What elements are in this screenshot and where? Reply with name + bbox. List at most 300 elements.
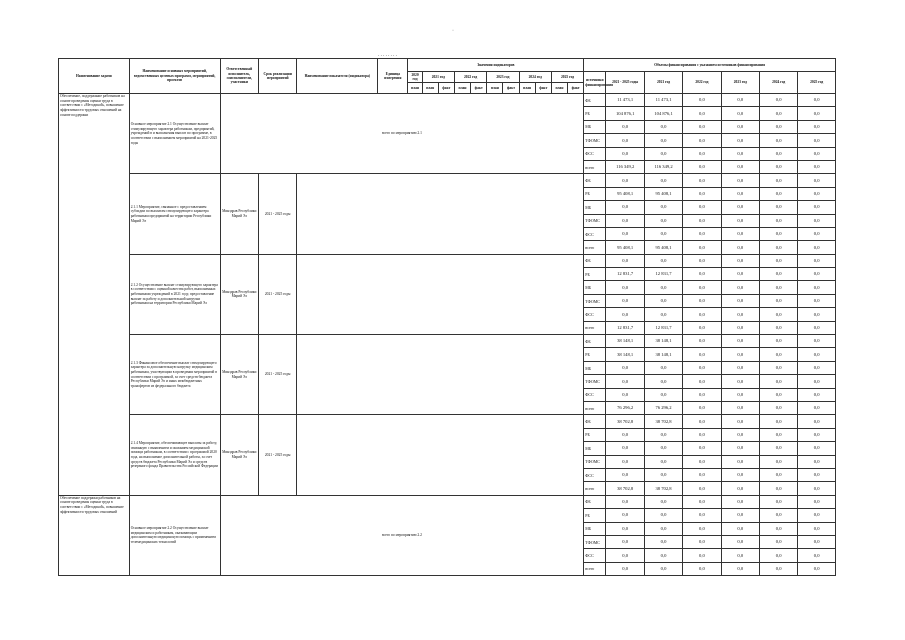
- header-plan-fact: факт: [471, 83, 487, 94]
- funding-source: РБ: [584, 187, 606, 200]
- funding-source: МБ: [584, 522, 606, 535]
- funding-value: 38 702,8: [606, 415, 644, 428]
- funding-source: РБ: [584, 428, 606, 441]
- funding-value: 38 702,8: [644, 482, 682, 495]
- header-plan-fact: план: [454, 83, 470, 94]
- funding-value: 0,0: [606, 294, 644, 307]
- header-period: Срок реализации мероприятий: [258, 59, 296, 94]
- header-unit: Единица измерения: [378, 59, 408, 94]
- funding-value: 0,0: [759, 241, 797, 254]
- funding-value: 0,0: [683, 281, 721, 294]
- funding-value: 0,0: [759, 308, 797, 321]
- funding-source: ФСС: [584, 147, 606, 160]
- funding-value: 0,0: [798, 468, 836, 481]
- funding-source: ФБ: [584, 94, 606, 107]
- funding-source: МБ: [584, 361, 606, 374]
- funding-value: 0,0: [759, 468, 797, 481]
- funding-value: 0,0: [683, 535, 721, 548]
- header-value-year: 2022 год: [454, 72, 486, 83]
- funding-value: 0,0: [721, 281, 759, 294]
- funding-value: 0,0: [683, 94, 721, 107]
- funding-value: 0,0: [644, 361, 682, 374]
- funding-value: 0,0: [759, 294, 797, 307]
- funding-value: 0,0: [644, 428, 682, 441]
- funding-value: 0,0: [606, 214, 644, 227]
- funding-value: 76 296,2: [644, 401, 682, 414]
- funding-value: 0,0: [606, 147, 644, 160]
- funding-value: 0,0: [798, 281, 836, 294]
- funding-value: 95 408,1: [606, 241, 644, 254]
- funding-value: 0,0: [798, 241, 836, 254]
- table-body: [59, 94, 836, 576]
- measure-total-notice: всего по мероприятию 2.1: [220, 94, 584, 174]
- funding-value: 0,0: [644, 375, 682, 388]
- funding-value: 0,0: [644, 468, 682, 481]
- header-indicator: Наименование показателя (индикатора): [297, 59, 378, 94]
- funding-value: 0,0: [683, 442, 721, 455]
- funding-source: МБ: [584, 281, 606, 294]
- funding-value: 0,0: [798, 348, 836, 361]
- funding-source: МБ: [584, 201, 606, 214]
- funding-value: 0,0: [606, 134, 644, 147]
- funding-source: ФБ: [584, 335, 606, 348]
- header-plan-fact: план: [422, 83, 438, 94]
- indicator-empty-cell: [297, 415, 584, 495]
- funding-value: 0,0: [798, 361, 836, 374]
- funding-value: 0,0: [798, 308, 836, 321]
- funding-value: 12 831,7: [644, 268, 682, 281]
- funding-value: 0,0: [644, 214, 682, 227]
- funding-value: 0,0: [721, 549, 759, 562]
- funding-value: 0,0: [759, 187, 797, 200]
- funding-value: 0,0: [606, 495, 644, 508]
- funding-value: 95 408,1: [644, 241, 682, 254]
- funding-value: 0,0: [798, 482, 836, 495]
- funding-value: 0,0: [683, 214, 721, 227]
- funding-source: ТФОМС: [584, 455, 606, 468]
- funding-value: 0,0: [683, 468, 721, 481]
- funding-value: 0,0: [759, 388, 797, 401]
- funding-value: 0,0: [721, 147, 759, 160]
- executor-cell: Минздрав Республики Марий Эл: [220, 174, 258, 254]
- funding-value: 0,0: [683, 120, 721, 133]
- header-measure: Наименование основных мероприятий, ведомственных целевых программ, мероприятий, проектов: [129, 59, 220, 94]
- funding-value: 0,0: [798, 134, 836, 147]
- funding-value: 0,0: [683, 187, 721, 200]
- funding-value: 0,0: [683, 361, 721, 374]
- funding-source: всего: [584, 241, 606, 254]
- funding-value: 0,0: [759, 94, 797, 107]
- funding-value: 0,0: [798, 415, 836, 428]
- funding-value: 0,0: [759, 375, 797, 388]
- funding-value: 0,0: [721, 415, 759, 428]
- funding-value: 0,0: [721, 442, 759, 455]
- funding-value: 0,0: [721, 94, 759, 107]
- funding-value: 0,0: [683, 227, 721, 240]
- funding-source: ФБ: [584, 174, 606, 187]
- funding-value: 0,0: [683, 562, 721, 575]
- funding-value: 0,0: [759, 147, 797, 160]
- funding-value: 0,0: [683, 509, 721, 522]
- funding-value: 0,0: [721, 160, 759, 173]
- header-task: Наименование задачи: [59, 59, 130, 94]
- funding-value: 0,0: [644, 455, 682, 468]
- funding-value: 0,0: [721, 294, 759, 307]
- funding-value: 0,0: [721, 535, 759, 548]
- funding-value: 104 876,1: [606, 107, 644, 120]
- funding-value: 0,0: [759, 174, 797, 187]
- header-indicator-values: Значения индикаторов: [408, 59, 584, 72]
- funding-value: 12 831,7: [606, 321, 644, 334]
- executor-cell: Минздрав Республики Марий Эл: [220, 415, 258, 495]
- funding-value: 0,0: [798, 160, 836, 173]
- funding-value: 38 148,1: [644, 348, 682, 361]
- table-row: [59, 415, 836, 428]
- funding-value: 0,0: [606, 120, 644, 133]
- funding-value: 0,0: [759, 160, 797, 173]
- funding-value: 0,0: [721, 455, 759, 468]
- header-plan-fact: план: [519, 83, 535, 94]
- funding-value: 38 148,1: [606, 335, 644, 348]
- funding-value: 0,0: [644, 562, 682, 575]
- funding-value: 0,0: [798, 254, 836, 267]
- funding-value: 0,0: [798, 401, 836, 414]
- funding-value: 0,0: [606, 442, 644, 455]
- header-plan-fact: план: [551, 83, 567, 94]
- header-plan-fact: факт: [438, 83, 454, 94]
- funding-value: 0,0: [606, 549, 644, 562]
- funding-value: 0,0: [644, 549, 682, 562]
- executor-cell: Минздрав Республики Марий Эл: [220, 335, 258, 415]
- funding-value: 104 876,1: [644, 107, 682, 120]
- funding-value: 0,0: [759, 401, 797, 414]
- funding-value: 0,0: [721, 335, 759, 348]
- header-funding-year: 2022 год: [683, 72, 721, 94]
- funding-value: 0,0: [759, 522, 797, 535]
- indicator-empty-cell: [297, 174, 584, 254]
- funding-source: ФБ: [584, 254, 606, 267]
- funding-value: 0,0: [759, 214, 797, 227]
- funding-value: 0,0: [721, 375, 759, 388]
- funding-value: 0,0: [798, 455, 836, 468]
- funding-value: 0,0: [683, 134, 721, 147]
- funding-value: 0,0: [798, 147, 836, 160]
- table-row: [59, 335, 836, 348]
- funding-value: 0,0: [683, 268, 721, 281]
- header-funding-year: 2024 год: [759, 72, 797, 94]
- funding-value: 0,0: [798, 227, 836, 240]
- funding-source: ТФОМС: [584, 134, 606, 147]
- funding-source: ТФОМС: [584, 214, 606, 227]
- funding-value: 0,0: [683, 495, 721, 508]
- funding-value: 0,0: [644, 281, 682, 294]
- funding-value: 0,0: [721, 562, 759, 575]
- funding-value: 0,0: [721, 361, 759, 374]
- funding-value: 0,0: [721, 227, 759, 240]
- funding-value: 0,0: [606, 227, 644, 240]
- measure-cell: Основное мероприятие 2.2 Осуществление выплат медицинским и работникам, оказывающим дополнительную медицинскую помощь с применением телемедицинских технологий: [129, 495, 220, 575]
- funding-value: 0,0: [798, 375, 836, 388]
- funding-value: 0,0: [644, 495, 682, 508]
- funding-value: 0,0: [721, 348, 759, 361]
- period-cell: 2021 - 2025 годы: [258, 254, 296, 334]
- funding-value: 0,0: [721, 321, 759, 334]
- funding-value: 0,0: [798, 335, 836, 348]
- task-cell: Обеспечение, поддержание работников на основе проведения оценки труда в соответствии с «Методикой», повышение эффективности трудовых отношений на основе поддержки: [59, 94, 130, 496]
- funding-value: 0,0: [798, 442, 836, 455]
- funding-value: 0,0: [759, 482, 797, 495]
- funding-source: всего: [584, 401, 606, 414]
- funding-value: 0,0: [798, 428, 836, 441]
- funding-value: 0,0: [798, 107, 836, 120]
- funding-source: ФСС: [584, 308, 606, 321]
- funding-source: РБ: [584, 268, 606, 281]
- funding-source: РБ: [584, 107, 606, 120]
- period-cell: 2021 - 2025 годы: [258, 174, 296, 254]
- header-funding-year: 2025 год: [798, 72, 836, 94]
- header-caption: ........: [378, 52, 398, 58]
- funding-value: 0,0: [798, 321, 836, 334]
- funding-value: 0,0: [721, 241, 759, 254]
- funding-value: 0,0: [759, 321, 797, 334]
- funding-value: 0,0: [759, 442, 797, 455]
- period-cell: 2021 - 2025 годы: [258, 415, 296, 495]
- funding-value: 0,0: [798, 120, 836, 133]
- funding-value: 0,0: [606, 455, 644, 468]
- header-funding-year: 2023 год: [721, 72, 759, 94]
- header-plan-fact: план: [408, 83, 422, 94]
- measure-cell: 2.1.3 Финансовое обеспечение выплат стимулирующего характера за дополнительную нагрузку медицинским работникам, участвующим в проведении мероприятий в соответствии с программой, за счет средств бюджета Республики Марий Эл и иных межбюджетных трансфертов из федерального бюджета: [129, 335, 220, 415]
- funding-value: 0,0: [759, 509, 797, 522]
- table-row: [59, 495, 836, 508]
- funding-value: 0,0: [644, 509, 682, 522]
- funding-value: 0,0: [683, 321, 721, 334]
- funding-value: 0,0: [721, 428, 759, 441]
- header-plan-fact: факт: [568, 83, 584, 94]
- header-executor: Ответственный исполнитель, соисполнители, участники: [220, 59, 258, 94]
- funding-value: 0,0: [721, 308, 759, 321]
- funding-value: 0,0: [606, 428, 644, 441]
- funding-value: 0,0: [683, 455, 721, 468]
- header-sources: источники финансирования: [584, 72, 606, 94]
- funding-value: 0,0: [721, 201, 759, 214]
- executor-cell: Минздрав Республики Марий Эл: [220, 254, 258, 334]
- funding-value: 0,0: [759, 348, 797, 361]
- funding-source: ФСС: [584, 468, 606, 481]
- funding-source: ТФОМС: [584, 375, 606, 388]
- funding-value: 0,0: [759, 201, 797, 214]
- funding-value: 0,0: [798, 187, 836, 200]
- task-cell: Обеспечение поддержки работников на основе проведения оценки труда в соответствии с «Методикой», повышение эффективности трудовых отношений: [59, 495, 130, 575]
- header-funding-year: 2021 - 2025 годы: [606, 72, 644, 94]
- funding-value: 0,0: [759, 562, 797, 575]
- funding-value: 76 296,2: [606, 401, 644, 414]
- funding-value: 0,0: [759, 227, 797, 240]
- funding-value: 0,0: [798, 562, 836, 575]
- table-row: [59, 94, 836, 107]
- measure-cell: 2.1.2 Осуществление выплат стимулирующего характера в соответствии с оценкой качества работ, выполненных работниками учреждений в 2021 году, предоставление выплат за работу и дополнительной нагрузки работникам на территории Республики Марий Эл: [129, 254, 220, 334]
- funding-value: 0,0: [683, 160, 721, 173]
- funding-value: 0,0: [683, 482, 721, 495]
- measure-cell: 2.1.4 Мероприятие, обеспечивающее выплаты за работу, связанную с выявлением и оказанием медицинской помощи работникам, в соответствии с программой 2020 года, на выполнение дополнительной работы, за счет средств бюджета Республики Марий Эл и средств резервного фонда Правительства Российской Федерации: [129, 415, 220, 495]
- funding-value: 0,0: [721, 174, 759, 187]
- funding-value: 0,0: [721, 107, 759, 120]
- header-value-year: 2023 год: [487, 72, 519, 83]
- funding-value: 0,0: [683, 107, 721, 120]
- funding-value: 0,0: [683, 147, 721, 160]
- measure-cell: 2.1.1 Мероприятие, связанное с предоставлением субсидии по выплатам стимулирующего характера работникам предприятий на территории Республики Марий Эл: [129, 174, 220, 254]
- funding-value: 11 473,1: [644, 94, 682, 107]
- funding-value: 0,0: [606, 281, 644, 294]
- funding-value: 0,0: [721, 468, 759, 481]
- funding-value: 116 349,2: [606, 160, 644, 173]
- funding-value: 0,0: [721, 187, 759, 200]
- header-plan-fact: факт: [535, 83, 551, 94]
- funding-value: 12 831,7: [606, 268, 644, 281]
- funding-value: 116 349,2: [644, 160, 682, 173]
- funding-value: 0,0: [721, 254, 759, 267]
- funding-value: 0,0: [759, 335, 797, 348]
- header-funding-year: 2021 год: [644, 72, 682, 94]
- funding-value: 0,0: [759, 268, 797, 281]
- funding-value: 38 148,1: [606, 348, 644, 361]
- funding-value: 0,0: [798, 268, 836, 281]
- funding-value: 11 473,1: [606, 94, 644, 107]
- funding-value: 0,0: [759, 428, 797, 441]
- funding-value: 0,0: [644, 120, 682, 133]
- funding-value: 0,0: [644, 134, 682, 147]
- measure-total-notice: всего по мероприятию 2.2: [220, 495, 584, 575]
- funding-value: 0,0: [644, 254, 682, 267]
- funding-value: 0,0: [644, 227, 682, 240]
- funding-value: 0,0: [759, 361, 797, 374]
- funding-value: 0,0: [798, 174, 836, 187]
- table-row: [59, 254, 836, 267]
- header-value-year: 2025 год: [551, 72, 583, 83]
- funding-value: 0,0: [606, 201, 644, 214]
- table-row: [59, 174, 836, 187]
- funding-value: 0,0: [683, 294, 721, 307]
- funding-source: всего: [584, 321, 606, 334]
- funding-source: всего: [584, 160, 606, 173]
- funding-value: 0,0: [798, 522, 836, 535]
- funding-value: 0,0: [759, 281, 797, 294]
- funding-value: 0,0: [683, 415, 721, 428]
- funding-value: 0,0: [644, 174, 682, 187]
- funding-value: 0,0: [721, 268, 759, 281]
- funding-value: 0,0: [759, 495, 797, 508]
- funding-source: РБ: [584, 348, 606, 361]
- funding-value: 95 408,1: [606, 187, 644, 200]
- funding-value: 0,0: [798, 294, 836, 307]
- funding-value: 0,0: [683, 174, 721, 187]
- funding-value: 0,0: [606, 254, 644, 267]
- funding-value: 0,0: [683, 348, 721, 361]
- funding-value: 0,0: [644, 388, 682, 401]
- funding-value: 0,0: [759, 254, 797, 267]
- funding-value: 0,0: [644, 535, 682, 548]
- funding-source: ФСС: [584, 388, 606, 401]
- funding-value: 0,0: [798, 495, 836, 508]
- funding-value: 0,0: [721, 522, 759, 535]
- funding-source: МБ: [584, 442, 606, 455]
- funding-source: ТФОМС: [584, 535, 606, 548]
- funding-value: 0,0: [721, 509, 759, 522]
- funding-value: 0,0: [683, 549, 721, 562]
- funding-value: 0,0: [644, 147, 682, 160]
- funding-value: 0,0: [644, 442, 682, 455]
- funding-value: 0,0: [798, 201, 836, 214]
- indicator-empty-cell: [297, 335, 584, 415]
- funding-value: 0,0: [683, 335, 721, 348]
- funding-value: 0,0: [606, 375, 644, 388]
- funding-value: 0,0: [606, 509, 644, 522]
- funding-value: 38 148,1: [644, 335, 682, 348]
- funding-value: 0,0: [721, 134, 759, 147]
- funding-value: 0,0: [721, 388, 759, 401]
- funding-source: ФСС: [584, 549, 606, 562]
- funding-value: 0,0: [721, 214, 759, 227]
- header-plan-fact: план: [487, 83, 503, 94]
- header-plan-fact: факт: [503, 83, 519, 94]
- funding-value: 0,0: [798, 94, 836, 107]
- funding-value: 0,0: [606, 388, 644, 401]
- funding-value: 0,0: [721, 495, 759, 508]
- funding-value: 0,0: [721, 120, 759, 133]
- measure-cell: Основное мероприятие 2.1 Осуществление выплат стимулирующего характера работникам, предприятий, учреждений в и выполнения выплат по программе, в соответствии с выполнением мероприятий на 2021-2025 годы: [129, 94, 220, 174]
- program-funding-table: [58, 58, 836, 576]
- funding-value: 0,0: [759, 120, 797, 133]
- funding-value: 0,0: [606, 308, 644, 321]
- header-value-year: 2021 год: [422, 72, 454, 83]
- funding-value: 0,0: [606, 522, 644, 535]
- funding-value: 0,0: [683, 254, 721, 267]
- funding-source: всего: [584, 562, 606, 575]
- funding-source: всего: [584, 482, 606, 495]
- header-value-year: 2020 год: [408, 72, 422, 83]
- funding-value: 0,0: [683, 201, 721, 214]
- funding-source: ТФОМС: [584, 294, 606, 307]
- funding-value: 0,0: [606, 174, 644, 187]
- funding-value: 0,0: [644, 294, 682, 307]
- funding-value: 0,0: [644, 201, 682, 214]
- period-cell: 2021 - 2025 годы: [258, 335, 296, 415]
- funding-value: 0,0: [798, 214, 836, 227]
- funding-value: 0,0: [606, 535, 644, 548]
- funding-value: 95 408,1: [644, 187, 682, 200]
- funding-value: 0,0: [606, 468, 644, 481]
- funding-value: 0,0: [798, 549, 836, 562]
- funding-value: 0,0: [721, 482, 759, 495]
- funding-value: 0,0: [683, 522, 721, 535]
- funding-source: ФСС: [584, 227, 606, 240]
- funding-value: 0,0: [721, 401, 759, 414]
- funding-value: 0,0: [644, 522, 682, 535]
- funding-value: 0,0: [683, 401, 721, 414]
- funding-value: 0,0: [606, 562, 644, 575]
- funding-value: 0,0: [798, 388, 836, 401]
- funding-value: 0,0: [683, 388, 721, 401]
- funding-value: 0,0: [759, 535, 797, 548]
- funding-value: 0,0: [683, 428, 721, 441]
- funding-value: 0,0: [798, 535, 836, 548]
- funding-source: РБ: [584, 509, 606, 522]
- header-value-year: 2024 год: [519, 72, 551, 83]
- indicator-empty-cell: [297, 254, 584, 334]
- funding-source: ФБ: [584, 495, 606, 508]
- funding-value: 0,0: [759, 549, 797, 562]
- funding-value: 0,0: [683, 241, 721, 254]
